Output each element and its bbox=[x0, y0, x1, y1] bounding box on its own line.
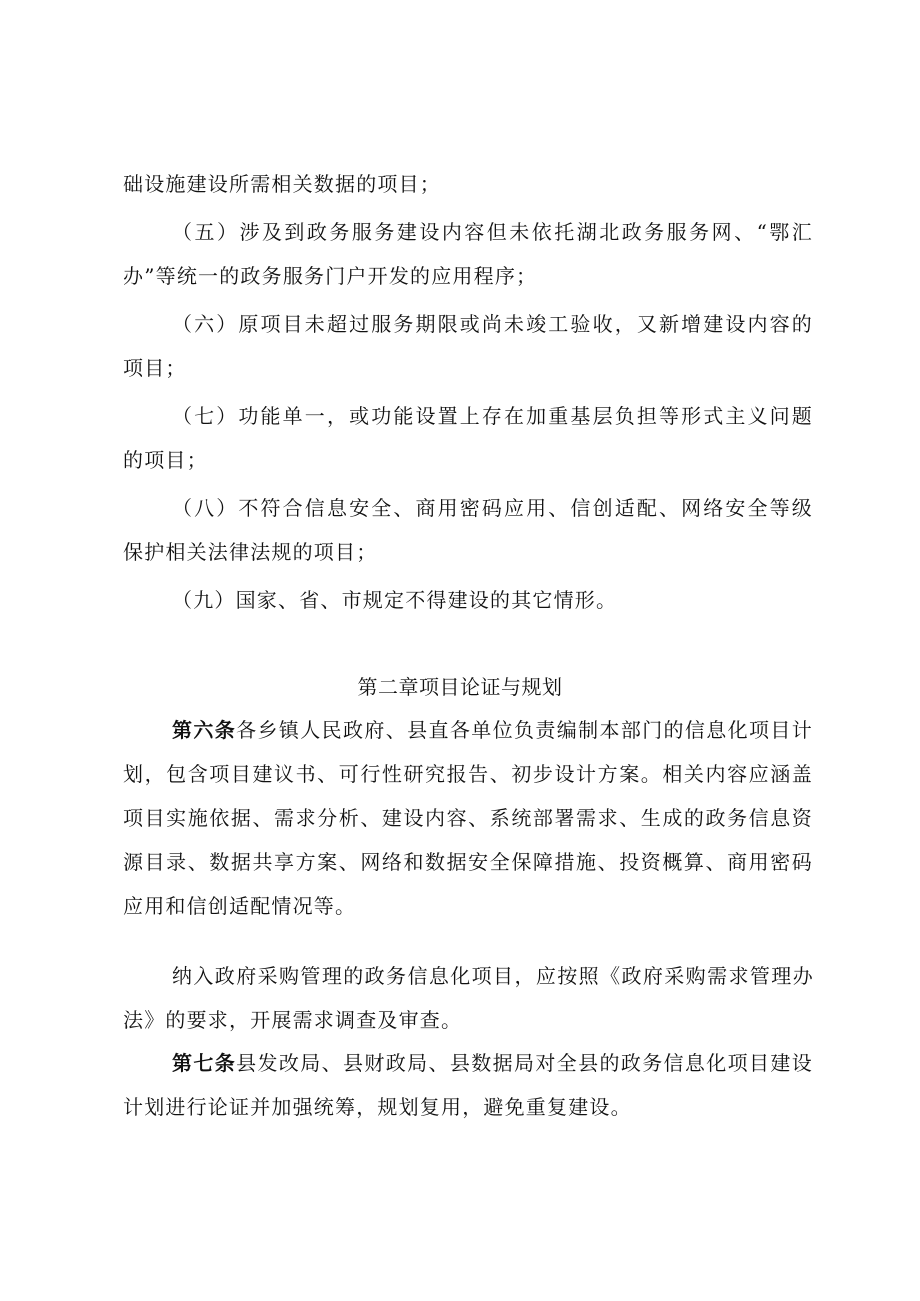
article6-line-5: 应用和信创适配情况等。 bbox=[123, 894, 357, 918]
article7-label: 第七条 bbox=[172, 1051, 237, 1075]
article7-line-1 bbox=[172, 1049, 813, 1077]
paragraph-line-3: 办”等统一的政务服务门户开发的应用程序； bbox=[123, 264, 538, 288]
paragraph-line-6: （七）功能单一，或功能设置上存在加重基层负担等形式主义问题 bbox=[172, 404, 813, 428]
article6-line-2: 划，包含项目建议书、可行性研究报告、初步设计方案。相关内容应涵盖 bbox=[123, 762, 813, 786]
article7-line-2: 计划进行论证并加强统筹，规划复用，避免重复建设。 bbox=[123, 1095, 632, 1119]
paragraph-line-5: 项目； bbox=[123, 356, 187, 380]
article6-text-1: 各乡镇人民政府、县直各单位负责编制本部门的信息化项目计 bbox=[236, 718, 813, 742]
paragraph-line-10: （九）国家、省、市规定不得建设的其它情形。 bbox=[172, 588, 618, 612]
paragraph-line-9: 保护相关法律法规的项目； bbox=[123, 540, 378, 564]
article7-text-1: 县发改局、县财政局、县数据局对全县的政务信息化项目建设 bbox=[236, 1051, 813, 1075]
paragraph-line-7: 的项目； bbox=[123, 448, 208, 472]
paragraph-line-1: 础设施建设所需相关数据的项目； bbox=[123, 172, 441, 196]
procurement-line-1: 纳入政府采购管理的政务信息化项目，应按照《政府采购需求管理办 bbox=[172, 964, 813, 988]
procurement-line-2: 法》的要求，开展需求调查及审查。 bbox=[123, 1008, 463, 1032]
chapter-heading: 第二章项目论证与规划 bbox=[357, 675, 563, 699]
article6-line-3: 项目实施依据、需求分析、建设内容、系统部署需求、生成的政务信息资 bbox=[123, 806, 813, 830]
article6-label: 第六条 bbox=[172, 718, 237, 742]
paragraph-line-2: （五）涉及到政务服务建设内容但未依托湖北政务服务网、“鄂汇 bbox=[172, 220, 813, 244]
article6-line-1 bbox=[172, 716, 813, 744]
article6-line-4: 源目录、数据共享方案、网络和数据安全保障措施、投资概算、商用密码 bbox=[123, 850, 813, 874]
paragraph-line-8: （八）不符合信息安全、商用密码应用、信创适配、网络安全等级 bbox=[172, 496, 813, 520]
paragraph-line-4: （六）原项目未超过服务期限或尚未竣工验收，又新增建设内容的 bbox=[172, 312, 813, 336]
